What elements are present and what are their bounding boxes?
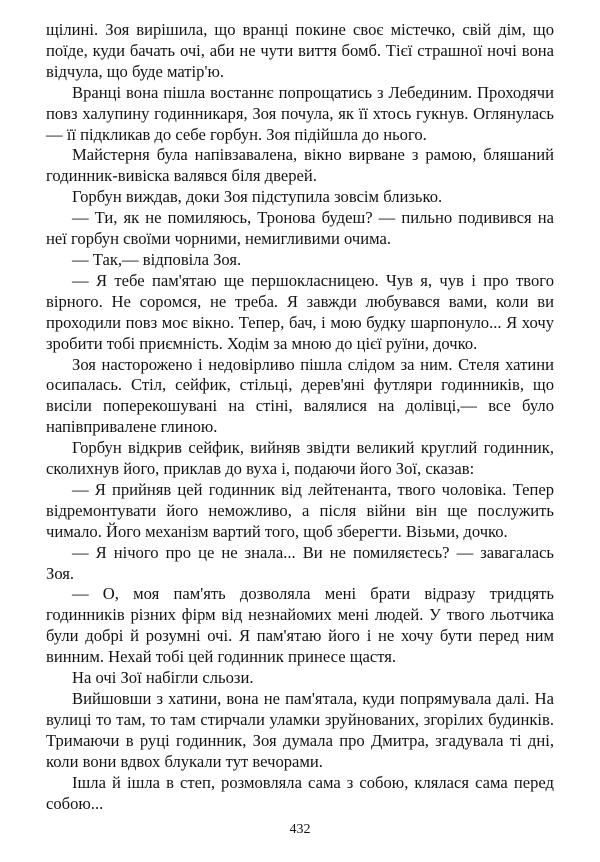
paragraph-14: Вийшовши з хатини, вона не пам'ятала, куди попрямувала далі. На вулиці то там, то там стирчали уламки зруйнованих, згорілих будинків. Тримаючи в руці годинник, Зоя думала про Дмитра, згадувала ті дні, коли вони вдвох блукали тут вечорами. xyxy=(46,689,554,771)
paragraph-15: Ішла й ішла в степ, розмовляла сама з собою, клялася сама перед собою... xyxy=(46,772,554,813)
paragraph-12: — О, моя пам'ять дозволяла мені брати відразу тридцять годинників різних фірм від незнайомих мені людей. У твого льотчика були добрі й розумні очі. Я пам'ятаю його і не хочу бути перед ним винним. Нехай тобі цей годинник принесе щастя. xyxy=(46,584,554,667)
paragraph-8: Зоя насторожено і недовірливо пішла слідом за ним. Стеля хатини осипалась. Стіл, сейфик, стільці, дерев'яні футляри годинників, що висіли поперекошувані на стіні, валялися на долівці,— все було напівпривалене глиною. xyxy=(46,354,554,437)
paragraph-11: — Я нічого про це не знала... Ви не помиляєтесь? — завагалась Зоя. xyxy=(46,542,554,583)
paragraph-9: Горбун відкрив сейфик, вийняв звідти великий круглий годинник, сколихнув його, приклав до вуха і, подаючи його Зої, сказав: xyxy=(46,438,554,479)
paragraph-13: На очі Зої набігли сльози. xyxy=(72,668,254,688)
paragraph-3: Майстерня була напівзавалена, вікно вирване з рамою, бляшаний годинник-вивіска валявся біля дверей. xyxy=(46,145,554,186)
paragraph-4: Горбун виждав, доки Зоя підступила зовсім близько. xyxy=(72,187,443,207)
paragraph-6: — Так,— відповіла Зоя. xyxy=(72,249,242,269)
paragraph-2: Вранці вона пішла востаннє попрощатись з Лебединим. Проходячи повз халупину годинникаря, Зоя почула, як її хтось гукнув. Оглянулась — її підкликав до себе горбун. Зоя підійшла до нього. xyxy=(46,82,554,144)
book-page-text xyxy=(46,20,554,814)
paragraph-1: щілині. Зоя вирішила, що вранці покине своє містечко, свій дім, що поїде, куди бачать очі, аби не чути виття бомб. Тієї страшної ночі вона відчула, що буде матір'ю. xyxy=(46,20,554,81)
paragraph-10: — Я прийняв цей годинник від лейтенанта, твого чоловіка. Тепер відремонтувати його неможливо, а після війни він ще послужить чимало. Його механізм вартий того, щоб зберегти. Візьми, дочко. xyxy=(46,479,554,541)
page-number: 432 xyxy=(289,822,311,837)
paragraph-7: — Я тебе пам'ятаю ще першокласницею. Чув я, чув і про твого вірного. Не соромся, не треба. Я завжди любувався вами, коли ви проходили повз моє вікно. Тепер, бач, і мою будку шарпонуло... Я хочу зробити тобі приємність. Ходім за мною до цієї руїни, дочко. xyxy=(46,270,554,353)
paragraph-5: — Ти, як не помиляюсь, Тронова будеш? — пильно подивився на неї горбун своїми чорними, немигливими очима. xyxy=(46,208,554,249)
